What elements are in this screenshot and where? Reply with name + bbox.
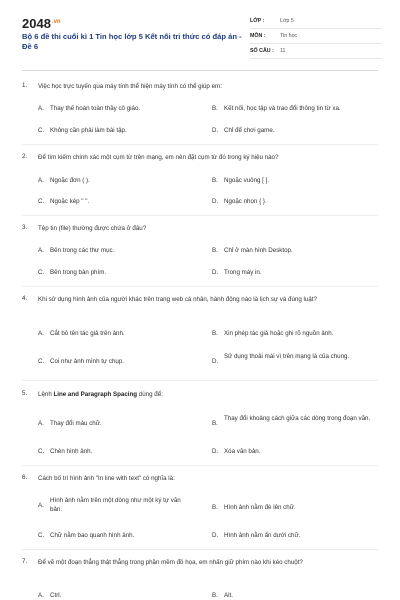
question-stem: Khi sử dụng hình ảnh của người khác trên trang web cá nhân, hành động nào là lịch sự và đúng luật? xyxy=(38,296,317,303)
question-stem: Tệp tin (file) thường được chứa ở đâu? xyxy=(38,225,147,232)
question-separator xyxy=(22,465,378,466)
question-stem: Cách bố trí hình ảnh "In line with text" có nghĩa là: xyxy=(38,475,175,482)
document-header xyxy=(22,14,382,64)
question-stem: Để tìm kiếm chính xác một cụm từ trên mạng, em nên đặt cụm từ đó trong ký hiệu nào? xyxy=(38,154,279,161)
document-title: Bộ 6 đề thi cuối kì 1 Tin học lớp 5 Kết nối tri thức có đáp án - Đề 6 xyxy=(22,32,242,51)
site-logo[interactable]: $2048^{.vn}$ xyxy=(22,16,61,31)
question-separator xyxy=(22,144,378,145)
meta-row-count: SỐ CÂU : 11 xyxy=(250,44,382,59)
question-stem: Việc học trực tuyến qua máy tính thể hiện máy tính có thể giúp em: xyxy=(38,83,222,90)
question-separator xyxy=(22,215,378,216)
question-separator xyxy=(22,286,378,287)
question-stem: Để vẽ một đoạn thẳng thật thẳng trong phần mềm đồ họa, em nhấn giữ phím nào khi kéo chuột? xyxy=(38,559,303,566)
question-separator xyxy=(22,549,378,550)
header-divider xyxy=(22,70,378,71)
document-page: $2048^{.vn}$ Bộ 6 đề thi cuối kì 1 Tin học lớp 5 Kết nối tri thức có đáp án - Đề 6 LỚP : Lớp 5 MÔN : Tin học SỐ CÂU : 11 1. Việc học trực tuyến qua máy tính thể hiện máy tính có thể giúp em: A. Thay thế hoàn toàn thầy cô giáo. B. Kết nối, học tập và trao đổi thông tin từ xa. C. Không cần phải làm bài tập. D. Chỉ để chơi game. 2. Để tìm kiếm chính xác một cụm từ trên mạng, em nên đặt cụm từ đó trong ký hiệu nào? A. Ngoặc đơn ( ). B. Ngoặc vuông [ ]. C. Ngoặc kép " ". D. Ngoặc nhọn { }. 3. Tệp tin (file) thường được chứa ở đâu? A. Bên trong các thư mục. B. Chỉ ở màn hình Desktop. C. Bên trong bàn phím. D. Trong máy in. 4. Khi sử dụng hình ảnh của người khác trên trang web cá nhân, hành động nào là lịch sự và đúng luật? A. Cắt bỏ tên tác giả trên ảnh. B. Xin phép tác giả hoặc ghi rõ nguồn ảnh. C. Coi như ảnh mình tự chụp. D. Sử dụng thoải mái vì trên mạng là của chung. 5. Lệnh Line and Paragraph Spacing dùng để: A. Thay đổi màu chữ. B. Thay đổi khoảng cách giữa các dòng trong đoạn văn. C. Chèn hình ảnh. D. Xóa văn bản. 6. Cách bố trí hình ảnh "In line with text" có nghĩa là: A. Hình ảnh nằm trên một dòng như một ký tự văn bản. B. Hình ảnh nằm đè lên chữ. C. Chữ nằm bao quanh hình ảnh. D. Hình ảnh nằm ẩn dưới chữ. 7. Để vẽ một đoạn thẳng thật thẳng trong phần mềm đồ họa, em nhấn giữ phím nào khi kéo chuột? A. Ctrl. B. Alt. xyxy=(0,0,400,600)
meta-row-grade: LỚP : Lớp 5 xyxy=(250,14,382,29)
question-separator xyxy=(22,380,378,381)
question-stem: Lệnh Line and Paragraph Spacing dùng để: xyxy=(38,391,163,398)
meta-row-subject: MÔN : Tin học xyxy=(250,29,382,44)
meta-table xyxy=(250,14,382,59)
